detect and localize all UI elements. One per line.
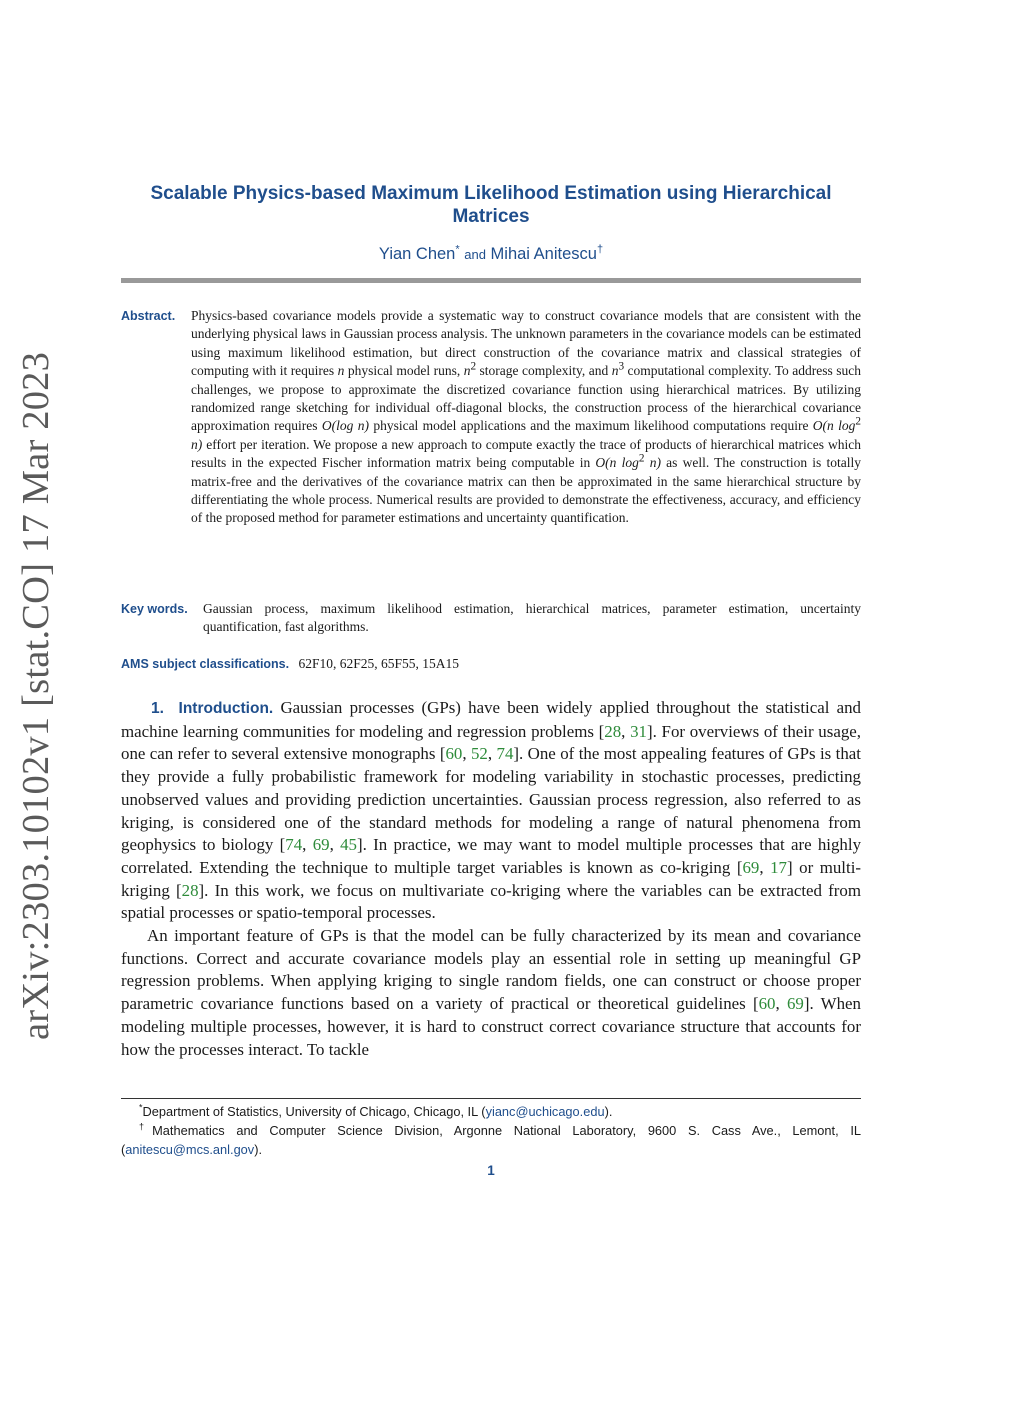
abstract-text: effort per iteration. We propose a new approach to compute exactly the trace of products of hierarchical matrices which results in the expected Fischer information matrix being computable in [191, 436, 861, 471]
citation-link[interactable]: 28 [181, 880, 199, 900]
body-text: ]. In practice, we may want to model multiple processes that are highly correlated. Extending the technique to multiple target variables is known as co-kriging [ [121, 835, 862, 877]
footnote-mark: † [139, 1121, 153, 1132]
citation-link[interactable]: 74 [496, 744, 514, 764]
footnotes [121, 1102, 861, 1159]
math-exponent: 2 [470, 360, 477, 373]
citation-link[interactable]: 60 [758, 994, 776, 1014]
abstract-text: Physics-based covariance models provide a systematic way to construct covariance models that are consistent with the underlying physical laws in Gaussian process analysis. The unknown parameters in the covariance models can be estimated using maximum likelihood estimation, but direct construction of the covariance matrix and classical strategies of computing with it requires [191, 308, 861, 379]
abstract [121, 307, 861, 528]
footnote-mark[interactable]: † [596, 243, 604, 256]
citation-link[interactable]: 69 [786, 994, 804, 1014]
body-text: ] or multi-kriging [ [121, 857, 862, 900]
author-line [121, 243, 861, 266]
author-separator: and [464, 247, 486, 262]
footnote-divider [121, 1098, 861, 1099]
paper-title: Scalable Physics-based Maximum Likelihood Estimation using Hierarchical Matrices [150, 183, 832, 227]
separator: , [302, 835, 313, 855]
separator: , [462, 744, 471, 764]
section-number: 1. [151, 700, 164, 717]
introduction-section [121, 697, 861, 1061]
abstract-text: storage complexity, and [476, 363, 612, 379]
intro-paragraph [121, 697, 861, 925]
abstract-label: Abstract. [121, 309, 176, 323]
math: n [463, 363, 471, 379]
footnote-mark: * [139, 1102, 143, 1113]
math: O(log n) [321, 418, 369, 434]
citation-link[interactable]: 28 [604, 721, 622, 741]
email-link[interactable]: anitescu@mcs.anl.gov [125, 1142, 255, 1157]
separator: , [329, 835, 341, 855]
section-heading [151, 700, 273, 717]
citation-link[interactable]: 31 [630, 721, 647, 741]
math: n [337, 363, 345, 379]
abstract-text: as well. The construction is totally matrix-free and the derivatives of the covariance matrix can then be approximated in the same hierarchical structure by differentiating the whole process. Numerical results are provided to demonstrate the effectiveness, accuracy, and efficiency of the proposed method for parameter estimations and uncertainty quantification. [191, 455, 862, 526]
citation-link[interactable]: 74 [285, 835, 303, 855]
math: n) [191, 436, 203, 452]
separator: , [775, 994, 787, 1014]
separator: , [487, 744, 497, 764]
abstract-text: physical model applications and the maximum likelihood computations require [368, 418, 813, 434]
keywords-label: Key words. [121, 602, 188, 616]
footnote-text: Mathematics and Computer Science Division, Argonne National Laboratory, 9600 S. Cass Ave., Lemont, IL ( [121, 1123, 861, 1157]
section-title: Introduction. [178, 700, 274, 717]
citation-link[interactable]: 45 [340, 835, 357, 855]
author-name[interactable]: Mihai Anitescu [490, 245, 597, 263]
title-divider [121, 278, 861, 283]
math: O(n log [595, 455, 639, 471]
citation-link[interactable]: 60 [445, 744, 463, 764]
math: O(n log [812, 418, 856, 434]
body-text: An important feature of GPs is that the model can be fully characterized by its mean and covariance functions. Correct and accurate covariance models play an essential role in setting up meaningful GP regression problems. When applying kriging to single random fields, one can construct or choose proper parametric covariance functions based on a variety of practical or theoretical guidelines [ [121, 926, 861, 1014]
footnote [121, 1102, 861, 1121]
abstract-text: physical model runs, [344, 363, 464, 379]
body-text: ]. For overviews of their usage, one can refer to several extensive monographs [ [121, 721, 861, 764]
keywords [121, 600, 861, 637]
citation-link[interactable]: 69 [742, 857, 760, 877]
footnote-mark[interactable]: * [455, 243, 460, 256]
footnote-text: ). [604, 1104, 613, 1119]
body-text: ]. When modeling multiple processes, however, it is hard to construct correct covariance structure that accounts for how the processes interact. To tackle [121, 994, 861, 1059]
citation-link[interactable]: 69 [312, 835, 330, 855]
separator: , [621, 721, 631, 741]
math: n) [644, 455, 661, 471]
footnote-text: ). [254, 1142, 263, 1157]
intro-paragraph [121, 925, 861, 1061]
footnote-text: Department of Statistics, University of Chicago, Chicago, IL ( [142, 1104, 486, 1119]
ams-label: AMS subject classifications. [121, 657, 290, 671]
body-text: ]. One of the most appealing features of GPs is that they provide a fully probabilistic framework for modeling variability in stochastic processes, predicting unobserved values and providing prediction uncertainties. Gaussian process regression, also referred to as kriging, is considered one of the standard methods for modeling a range of natural phenomena from geophysics to biology [ [121, 744, 861, 855]
page-number: 1 [487, 1163, 495, 1178]
math-exponent: 2 [855, 415, 862, 428]
citation-link[interactable]: 17 [770, 857, 787, 877]
abstract-body [191, 307, 861, 528]
body-text: Gaussian processes (GPs) have been widely applied throughout the statistical and machine learning communities for modeling and regression problems [ [121, 698, 861, 741]
keywords-text: Gaussian process, maximum likelihood estimation, hierarchical matrices, parameter estimation, uncertainty quantification, fast algorithms. [203, 601, 861, 635]
ams-classifications [121, 655, 861, 673]
math: n [611, 363, 619, 379]
math-exponent: 2 [638, 452, 645, 465]
citation-link[interactable]: 52 [470, 744, 488, 764]
separator: , [759, 857, 771, 877]
footnote [121, 1121, 861, 1159]
email-link[interactable]: yianc@uchicago.edu [485, 1104, 605, 1119]
abstract-text: computational complexity. To address such challenges, we propose to approximate the discretized covariance function using hierarchical matrices. By utilizing randomized range sketching for individual off-diagonal blocks, the construction process of the hierarchical covariance approximation requires [191, 363, 861, 434]
arxiv-stamp: arXiv:2303.10102v1 [stat.CO] 17 Mar 2023 [15, 351, 57, 1040]
ams-codes: 62F10, 62F25, 65F55, 15A15 [298, 656, 460, 671]
math-exponent: 3 [618, 360, 625, 373]
body-text: ]. In this work, we focus on multivariate co-kriging where the variables can be extracted from spatial processes or spatio-temporal processes. [121, 880, 861, 923]
author-name[interactable]: Yian Chen [378, 245, 456, 263]
